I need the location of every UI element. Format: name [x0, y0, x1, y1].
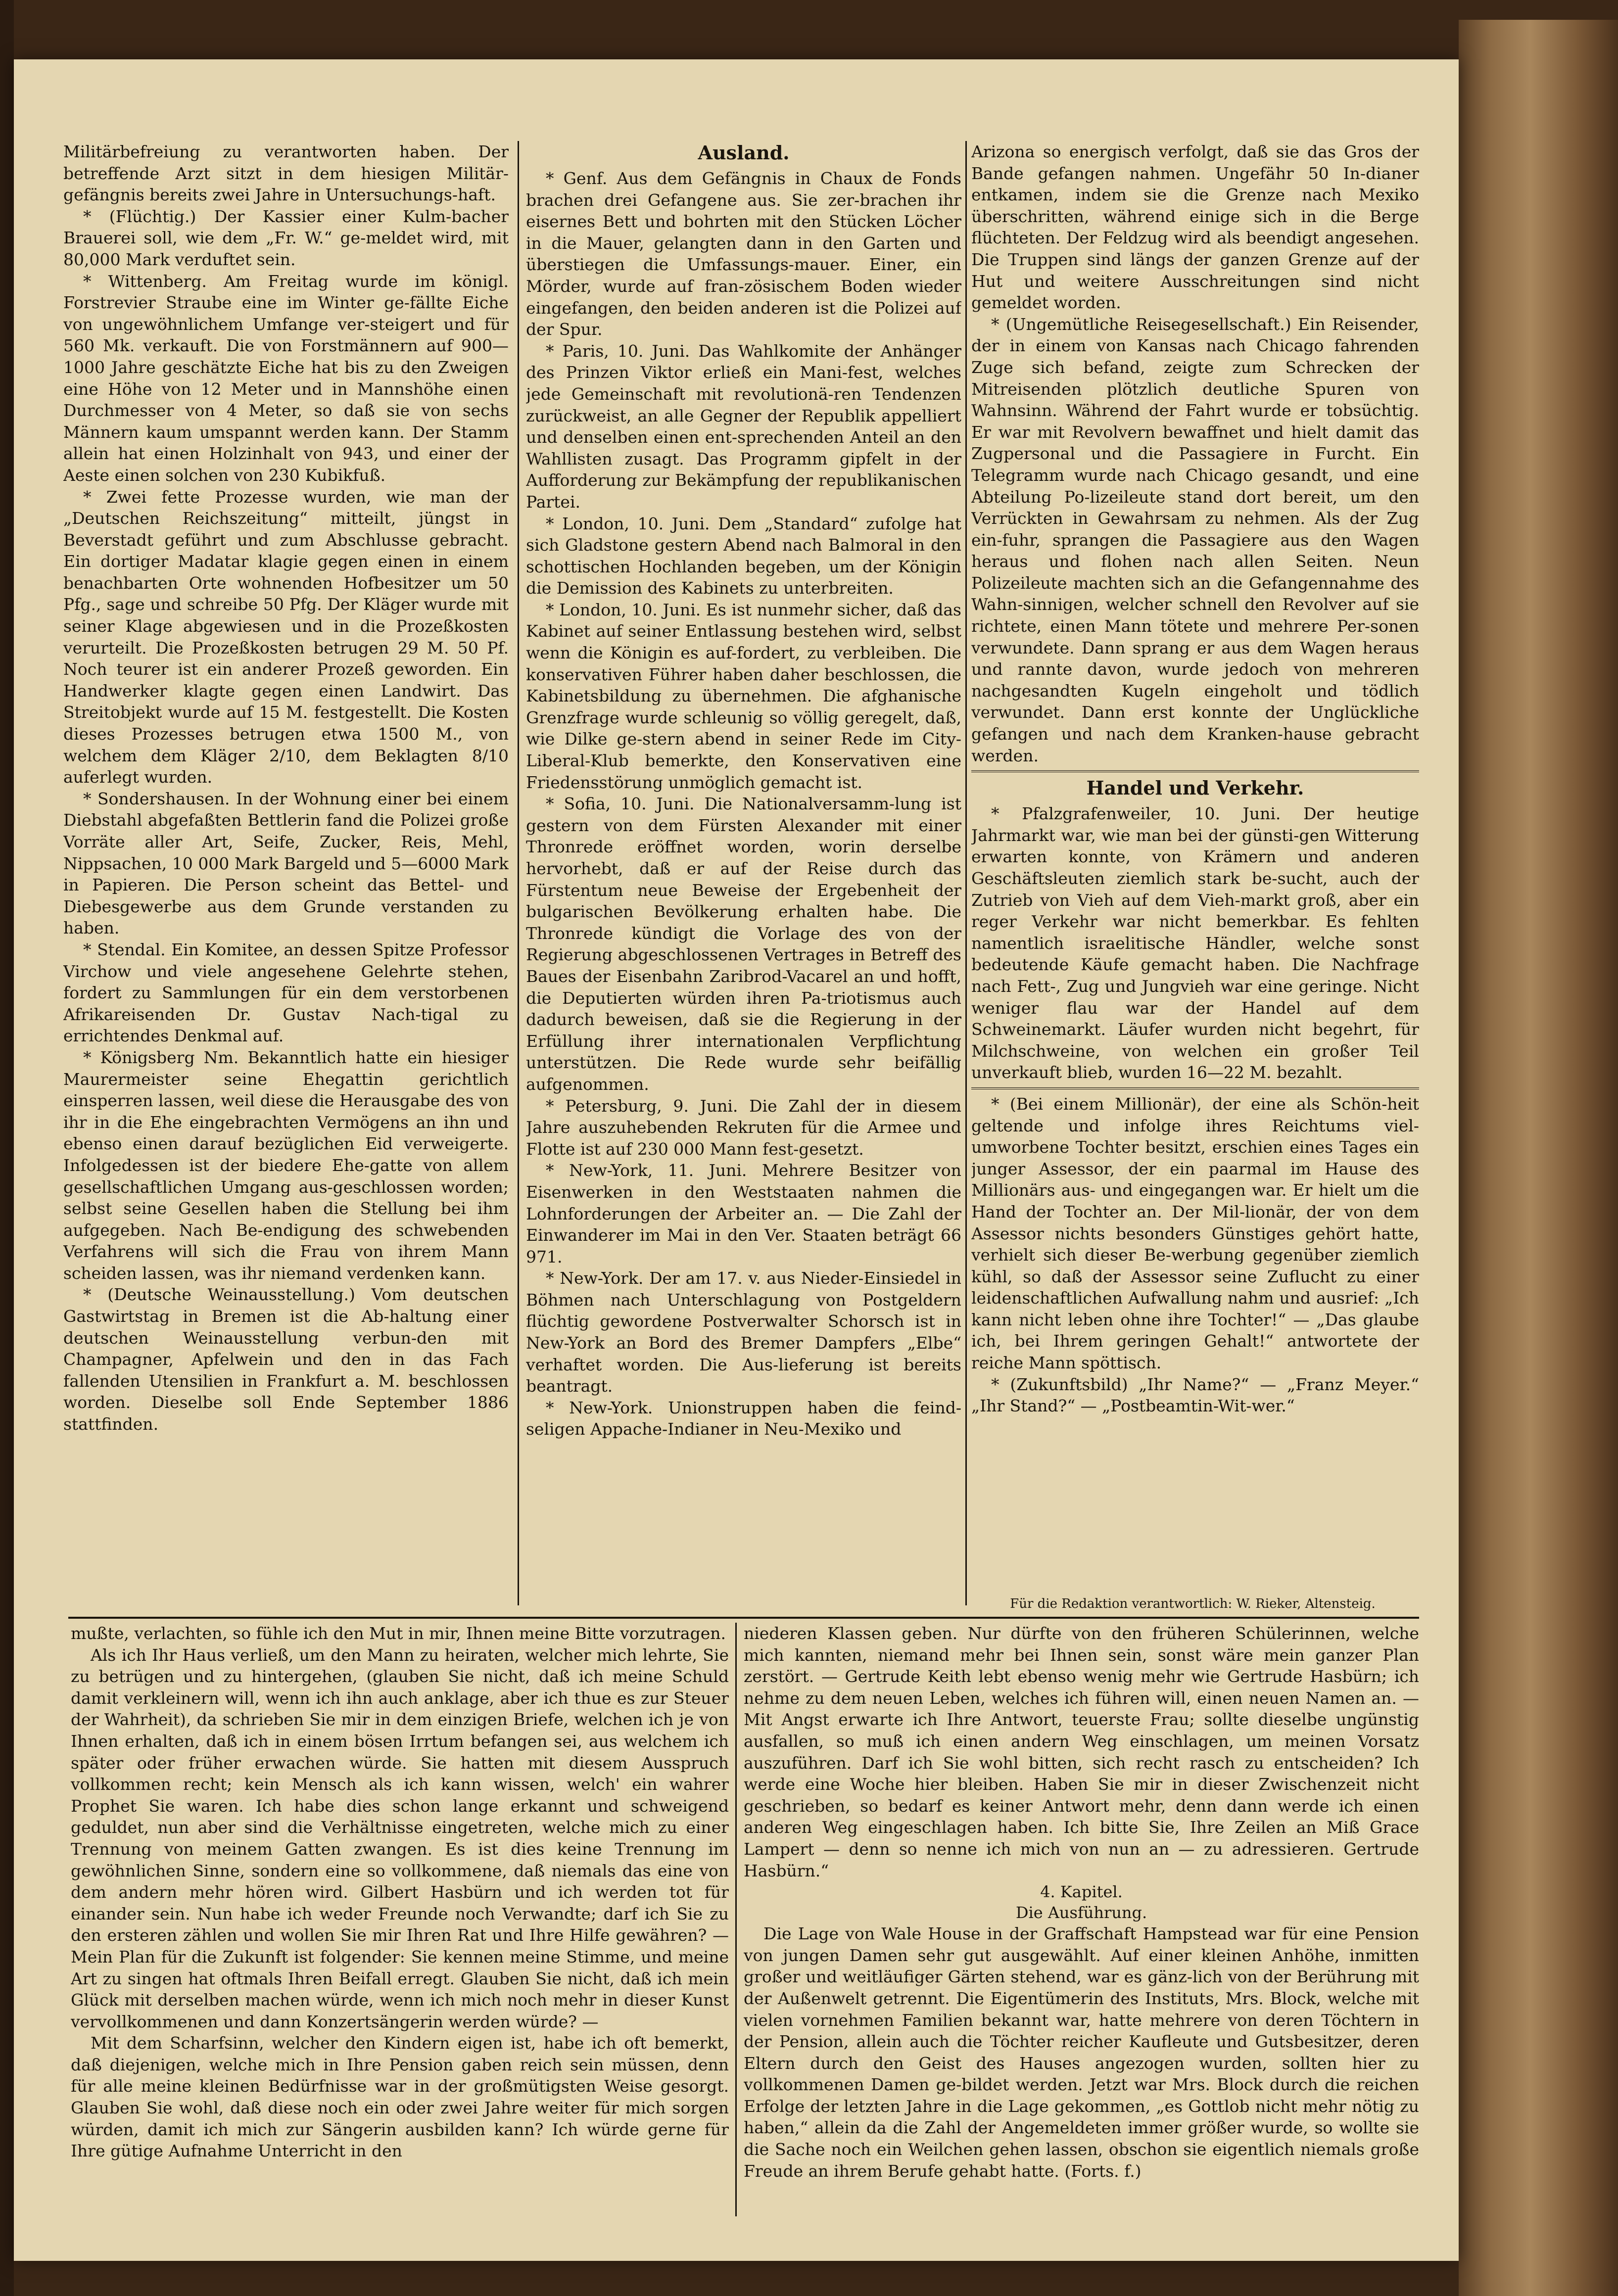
paragraph: * New-York. Der am 17. v. aus Nieder-Einsiedel in Böhmen nach Unterschlagung von Postgeldern flüchtig gewordene Postverwalter Schorsch ist in New-York an Bord des Bremer Dampfers „Elbe“ verhaftet worden. Die Aus-lieferung ist bereits beantragt.: [526, 1268, 961, 1396]
editor-credit: Für die Redaktion verantwortlich: W. Rieker, Altensteig.: [1010, 1596, 1376, 1611]
column-divider-1: [518, 141, 519, 1605]
paragraph: * London, 10. Juni. Es ist nunmehr sicher, daß das Kabinet auf seiner Entlassung bestehen wird, selbst wenn die Königin es auf-fordert, zu verbleiben. Die konservativen Führer haben daher beschlossen, die Kabinetsbildung zu übernehmen. Die afghanische Grenzfrage wurde schleunig so völlig geregelt, daß, wie Dilke ge-stern abend in seiner Rede im City-Liberal-Klub bemerkte, den Konservativen eine Friedensstörung unmöglich gemacht ist.: [526, 600, 961, 792]
column-divider-bottom: [735, 1623, 737, 2216]
paragraph: * New-York, 11. Juni. Mehrere Besitzer von Eisenwerken in den Weststaaten nahmen die Lohnforderungen der Arbeiter an. — Die Zahl der Einwanderer im Mai in den Ver. Staaten beträgt 66 971.: [526, 1161, 961, 1266]
paragraph: mußte, verlachten, so fühle ich den Mut in mir, Ihnen meine Bitte vorzutragen.: [71, 1624, 726, 1643]
paragraph: Mit dem Scharfsinn, welcher den Kindern eigen ist, habe ich oft bemerkt, daß diejenigen, welche mich in Ihre Pension gaben reich sein müssen, denn für alle meine kleinen Bedürfnisse war in der großmütigsten Weise gesorgt. Glauben Sie wohl, daß diese noch ein oder zwei Jahre weiter für mich sorgen würden, damit ich mich zur Sängerin ausbilden kann? Ich würde gerne für Ihre gütige Aufnahme Unterricht in den: [71, 2033, 729, 2161]
section-divider-horizontal: [68, 1617, 1419, 1619]
column-bottom-left: [71, 1623, 729, 2221]
paragraph: * Petersburg, 9. Juni. Die Zahl der in diesem Jahre auszuhebenden Rekruten für die Armee und Flotte ist auf 230 000 Mann fest-gesetzt.: [526, 1096, 961, 1159]
section-heading-ausland: Ausland.: [698, 141, 790, 164]
paragraph: * London, 10. Juni. Dem „Standard“ zufolge hat sich Gladstone gestern Abend nach Balmoral in den schottischen Hochlanden begeben, um der Königin die Demission des Kabinets zu unterbreiten.: [526, 514, 961, 598]
rule-before-handel: [971, 770, 1419, 772]
paragraph: * Paris, 10. Juni. Das Wahlkomite der Anhänger des Prinzen Viktor erließ ein Mani-fest, welches jede Gemeinschaft mit revolutionä-ren Tendenzen zurückweist, an alle Gegner der Republik appelliert und denselben einen ent-sprechenden Anteil an den Wahllisten zusagt. Das Programm gipfelt in der Aufforderung zur Bekämpfung der republikanischen Partei.: [526, 341, 961, 512]
paragraph: * New-York. Unionstruppen haben die feind-seligen Appache-Indianer in Neu-Mexiko und: [526, 1398, 961, 1439]
paragraph: Die Lage von Wale House in der Graffschaft Hampstead war für eine Pension von jungen Damen sehr gut ausgewählt. Auf einer kleinen Anhöhe, inmitten großer und weitläufiger Gärten stehend, war es gänz-lich von der Berührung mit der Außenwelt getrennt. Die Eigentümerin des Instituts, Mrs. Block, welche mit vielen vornehmen Familien bekannt war, hatte mehrere von deren Töchtern in der Pension, allein auch die Töchter reicher Kaufleute und Gutsbesitzer, deren Eltern durch den Geist des Hauses angezogen wurden, sollten hier zu vollkommenen Damen ge-bildet werden. Jetzt war Mrs. Block durch die reichen Erfolge der letzten Jahre in die Lage gekommen, „es Gottlob nicht mehr nötig zu haben,“ allein da die Zahl der Angemeldeten immer größer wurde, so wollte sie die Sache noch ein Weilchen gehen lassen, obschon sie eigentlich niemals große Freude an ihrem Berufe gehabt hatte. (Forts. f.): [744, 1924, 1419, 2181]
paragraph: * (Zukunftsbild) „Ihr Name?“ — „Franz Meyer.“ „Ihr Stand?“ — „Postbeamtin-Wit-wer.“: [971, 1374, 1419, 1416]
paragraph: * Pfalzgrafenweiler, 10. Juni. Der heutige Jahrmarkt war, wie man bei der günsti-gen Witterung erwarten konnte, von Krämern und anderen Geschäftsleuten ziemlich stark be-sucht, auch der Zutrieb von Vieh auf dem Vieh-markt groß, aber ein reger Verkehr war nicht bemerkbar. Es fehlten namentlich israelitische Händler, welche sonst bedeutende Käufe gemacht haben. Die Nachfrage nach Fett-, Zug und Jungvieh war eine geringe. Nicht weniger flau war der Handel auf dem Schweinemarkt. Läufer wurden nicht begehrt, für Milchschweine, von welchen ein großer Teil unverkauft blieb, wurden 16—22 M. bezahlt.: [971, 804, 1419, 1082]
paragraph: Als ich Ihr Haus verließ, um den Mann zu heiraten, welcher mich lehrte, Sie zu betrügen und zu hintergehen, (glauben Sie nicht, daß ich meine Schuld damit verkleinern will, wenn ich ihn auch anklage, aber ich thue es zur Steuer der Wahrheit), da schrieben Sie mir in dem einzigen Briefe, welchen ich je von Ihnen erhalten, daß ich in einem bösen Irrtum befangen sei, aus welchem ich später oder früher erwachen würde. Sie hatten mit diesem Ausspruch vollkommen recht; kein Mensch als ich kann wissen, welch' ein wahrer Prophet Sie waren. Ich habe dies schon lange erkannt und schweigend geduldet, nun aber sind die Verhältnisse eingetreten, welche mich zu einer Trennung von meinem Gatten zwangen. Es ist dies keine Trennung im gewöhnlichen Sinne, sondern eine so vollkommene, daß niemals das eine von dem andern mehr hören wird. Gilbert Hasbürn und ich werden tot für einander sein. Nun habe ich weder Freunde noch Verwandte; darf ich Sie zu den ersteren zählen und wollen Sie mir Ihren Rat und Ihre Hilfe gewähren? — Mein Plan für die Zukunft ist folgender: Sie kennen meine Stimme, und meine Art zu singen hat oftmals Ihren Beifall erregt. Glauben Sie nicht, daß ich mein Glück mit derselben machen würde, wenn ich mich noch mehr in dieser Kunst vervollkommenen und dann Konzertsängerin werden würde? —: [71, 1645, 729, 2031]
column-divider-2: [965, 141, 967, 1605]
section-heading-handel: Handel und Verkehr.: [1086, 777, 1304, 799]
paragraph: * (Ungemütliche Reisegesellschaft.) Ein Reisender, der in einem von Kansas nach Chicago fahrenden Zuge sich befand, zeigte zum Schrecken der Mitreisenden plötzlich deutliche Spuren von Wahnsinn. Während der Fahrt wurde er tobsüchtig. Er war mit Revolvern bewaffnet und hielt damit das Zugpersonal und die Passagiere in Furcht. Ein Telegramm wurde nach Chicago gesandt, und eine Abteilung Po-lizeileute stand dort bereit, um den Verrückten in Gewahrsam zu nehmen. Als der Zug ein-fuhr, sprangen die Passagiere aus den Wagen heraus und flohen nach allen Seiten. Neun Polizeileute machten sich an die Gefangennahme des Wahn-sinnigen, welcher schnell den Revolver auf sie richtete, einen Mann tötete und mehrere Per-sonen verwundete. Dann sprang er aus dem Wagen heraus und rannte davon, wurde jedoch von mehreren nachgesandten Kugeln eingeholt und tödlich verwundet. Dann erst konnte der Unglückliche gefangen und nach dem Kranken-hause gebracht werden.: [971, 314, 1419, 765]
paragraph: * Sofia, 10. Juni. Die Nationalversamm-lung ist gestern von dem Fürsten Alexander mit einer Thronrede eröffnet worden, worin derselbe hervorhebt, daß er auf der Reise durch das Fürstentum neue Beweise der Ergebenheit der bulgarischen Bevölkerung erhalten habe. Die Thronrede kündigt die Vorlage des von der Regierung abgeschlossenen Vertrages in Betreff des Baues der Eisenbahn Zaribrod-Vacarel an und hofft, die Deputierten würden ihren Pa-triotismus auch dadurch beweisen, daß sie die Regierung in der Erfüllung ihrer internationalen Verpflichtung unterstützen. Die Rede wurde sehr beifällig aufgenommen.: [526, 794, 961, 1094]
newspaper-page: [14, 59, 1459, 2261]
paragraph: * Stendal. Ein Komitee, an dessen Spitze Professor Virchow und viele angesehene Gelehrte stehen, fordert zu Sammlungen für ein dem verstorbenen Afrikareisenden Dr. Gustav Nach-tigal zu errichtendes Denkmal auf.: [63, 939, 509, 1046]
paragraph: * Genf. Aus dem Gefängnis in Chaux de Fonds brachen drei Gefangene aus. Sie zer-brachen ihr eisernes Bett und bohrten mit den Stücken Löcher in die Mauer, gelangten dann in den Garten und überstiegen die Umfassungs-mauer. Einer, ein Mörder, wurde auf fran-zösischem Boden wieder eingefangen, den beiden anderen ist die Polizei auf der Spur.: [526, 169, 961, 339]
page-edge: [0, 0, 14, 2296]
column-top-right: [971, 141, 1419, 1591]
paragraph: * Zwei fette Prozesse wurden, wie man der „Deutschen Reichszeitung“ mitteilt, jüngst in Beverstadt geführt und zum Abschlusse gebracht. Ein dortiger Madatar klagie gegen einen in einem benachbarten Orte wohnenden Hofbesitzer um 50 Pfg., sage und schreibe 50 Pfg. Der Kläger wurde mit seiner Klage abgewiesen und in die Prozeßkosten verurteilt. Die Prozeßkosten betrugen 29 M. 50 Pf. Noch teurer ist ein anderer Prozeß geworden. Ein Handwerker klagte gegen einen Landwirt. Das Streitobjekt wurde auf 15 M. festgestellt. Die Kosten dieses Prozesses betrugen etwa 1500 M., von welchem dem Kläger 2/10, dem Beklagten 8/10 auferlegt wurden.: [63, 487, 509, 787]
paragraph: * (Deutsche Weinausstellung.) Vom deutschen Gastwirtstag in Bremen ist die Ab-haltung einer deutschen Weinausstellung verbun-den mit Champagner, Apfelwein und den in das Fach fallenden Utensilien in Frankfurt a. M. beschlossen worden. Dieselbe soll Ende September 1886 stattfinden.: [63, 1285, 509, 1434]
column-top-left: [63, 141, 509, 1620]
rule-after-handel: [971, 1087, 1419, 1089]
paragraph: * Königsberg Nm. Bekanntlich hatte ein hiesiger Maurermeister seine Ehegattin gerichtlich einsperren lassen, weil diese die Herausgabe des von ihr in die Ehe eingebrachten Vermögens an ihn und ebenso einen darauf bezüglichen Eid verweigerte. Infolgedessen ist der biedere Ehe-gatte von allem gesellschaftlichen Umgang aus-geschlossen worden; selbst seine Gesellen haben die Stellung bei ihm aufgegeben. Nach Be-endigung des schwebenden Verfahrens will sich die Frau von ihrem Mann scheiden lassen, was ihr niemand verdenken kann.: [63, 1047, 509, 1283]
paragraph: Arizona so energisch verfolgt, daß sie das Gros der Bande gefangen nahmen. Ungefähr 50 In-dianer entkamen, indem sie die Grenze nach Mexiko überschritten, während einige sich in die Berge flüchteten. Der Feldzug wird als beendigt angesehen. Die Truppen sind längs der ganzen Grenze auf der Hut und weitere Ausschreitungen sind nicht gemeldet worden.: [971, 142, 1419, 313]
paragraph: * (Bei einem Millionär), der eine als Schön-heit geltende und infolge ihres Reichtums viel-umworbene Tochter besitzt, erschien eines Tages ein junger Assessor, der ein paarmal im Hause des Millionärs aus- und eingegangen war. Er hielt um die Hand der Tochter an. Der Mil-lionär, der von dem Assessor nichts besonders Günstiges gehört hatte, verhielt sich dieser Be-werbung gegenüber ziemlich kühl, so daß der Assessor seine Zuflucht zu einer leidenschaftlichen Aufwallung nahm und ausrief: „Ich kann nicht leben ohne ihre Tochter!“ — „Das glaube ich, bei Ihrem geringen Gehalt!“ antwortete der reiche Mann spöttisch.: [971, 1094, 1419, 1373]
paragraph: * Wittenberg. Am Freitag wurde im königl. Forstrevier Straube eine im Winter ge-fällte Eiche von ungewöhnlichem Umfange ver-steigert und für 560 Mk. verkauft. Die von Forstmännern auf 900—1000 Jahre geschätzte Eiche hat bis zu den Zweigen eine Höhe von 12 Meter und in Mannshöhe einen Durchmesser von 4 Meter, so daß sie von sechs Männern kaum umspannt werden kann. Der Stamm allein hat einen Holzinhalt von 943, und einer der Aeste einen solchen von 230 Kubikfuß.: [63, 271, 509, 485]
chapter-title: Die Ausführung.: [1015, 1903, 1147, 1922]
chapter-label: 4. Kapitel.: [1040, 1882, 1123, 1902]
paragraph: niederen Klassen geben. Nur dürfte von den früheren Schülerinnen, welche mich kannten, niemand mehr bei Ihnen sein, sonst wäre mein ganzer Plan zerstört. — Gertrude Keith lebt ebenso wenig mehr wie Gertrude Hasbürn; ich nehme zu dem neuen Leben, welches ich führen will, einen neuen Namen an. — Mit Angst erwarte ich Ihre Antwort, teuerste Frau; sollte dieselbe ungünstig ausfallen, so muß ich einen andern Weg einschlagen, um meinen Vorsatz auszuführen. Darf ich Sie wohl bitten, sich recht rasch zu entscheiden? Ich werde eine Woche hier bleiben. Haben Sie mir in dieser Zwischenzeit nicht geschrieben, so bedarf es keiner Antwort mehr, denn dann werde ich einen anderen Weg eingeschlagen haben. Ich bitte Sie, Ihre Zeilen an Miß Grace Lampert — denn so nenne ich mich von nun an — zu adressieren. Gertrude Hasbürn.“: [744, 1624, 1419, 1880]
paragraph: * Sondershausen. In der Wohnung einer bei einem Diebstahl abgefaßten Bettlerin fand die Polizei große Vorräte aller Art, Seife, Zucker, Reis, Mehl, Nippsachen, 10 000 Mark Bargeld und 5—6000 Mark in Papieren. Die Person scheint das Bettel- und Diebesgewerbe aus dem Grunde verstanden zu haben.: [63, 789, 509, 938]
book-spine: [1459, 20, 1618, 2296]
column-bottom-right: [744, 1623, 1419, 2221]
paragraph: * (Flüchtig.) Der Kassier einer Kulm-bacher Brauerei soll, wie dem „Fr. W.“ ge-meldet wird, mit 80,000 Mark verduftet sein.: [63, 206, 509, 269]
column-top-middle: [526, 141, 961, 1620]
paragraph: Militärbefreiung zu verantworten haben. Der betreffende Arzt sitzt in dem hiesigen Militär-gefängnis bereits zwei Jahre in Untersuchungs-haft.: [63, 142, 509, 205]
